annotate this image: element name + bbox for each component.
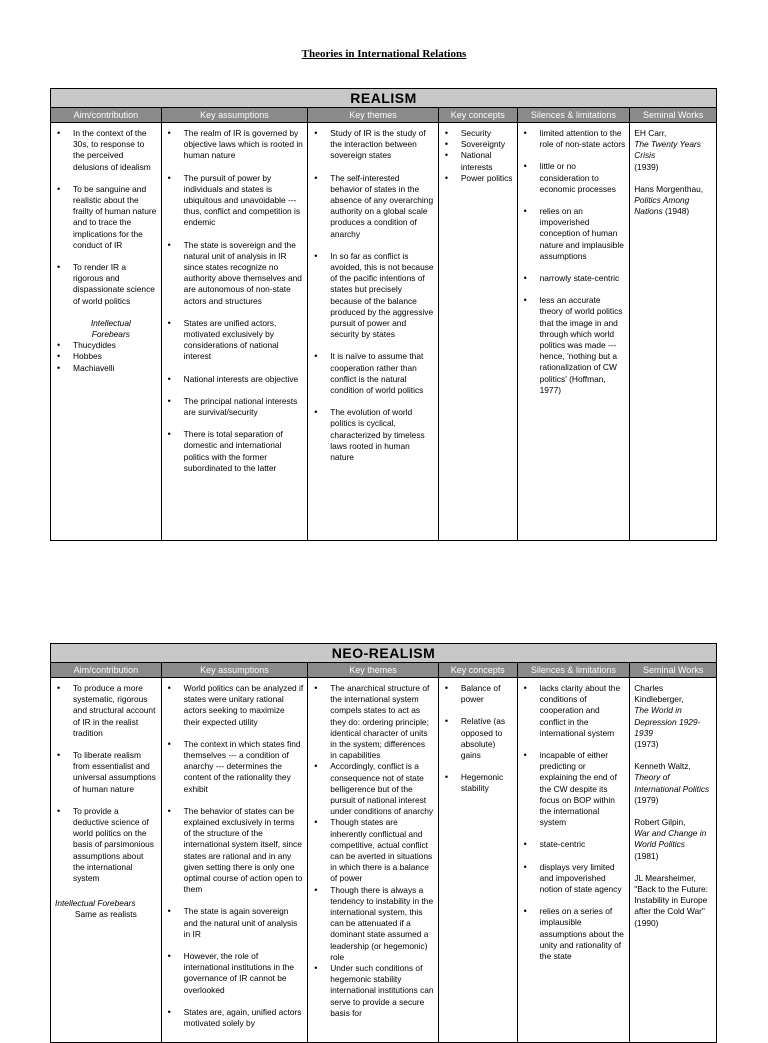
list-item: • National interests <box>443 150 513 172</box>
col-header-works: Seminal Works <box>642 665 704 675</box>
realism-table <box>50 88 717 541</box>
list-item: • To render IR a rigorous and dispassionate science of world politics <box>55 262 157 307</box>
list-item: • To provide a deductive science of world politics on the basis of parsimonious assumptions about the international system <box>55 806 157 884</box>
realism-assumptions-cell <box>162 123 309 540</box>
list-item: • National interests are objective <box>166 374 304 385</box>
list-item: • The evolution of world politics is cyclical, characterized by timeless laws rooted in human nature <box>312 407 434 463</box>
list-item: • displays very limited and impoverished notion of state agency <box>522 862 626 896</box>
col-header-limitations: Silences & limitations <box>518 663 631 677</box>
col-header-assumptions: Key assumptions <box>162 108 309 122</box>
col-header-assumptions: Key assumptions <box>162 663 309 677</box>
realism-table-body <box>51 123 716 540</box>
list-item: • limited attention to the role of non-state actors <box>522 128 626 150</box>
neo-realism-table-title: NEO-REALISM <box>51 644 716 663</box>
list-item: • Hegemonic stability <box>443 772 513 794</box>
list-item: • The behavior of states can be explained exclusively in terms of the structure of the international system itself, since states are rational and in any given setting there is only one optimal course of action open to them <box>166 806 304 896</box>
list-item: • It is naïve to assume that cooperation rather than conflict is the natural condition of world politics <box>312 351 434 396</box>
list-item: • Though there is always a tendency to instability in the international system, this can be attenuated if a dominant state assumed a leadership (or hegemonic) role <box>312 885 434 963</box>
list-item: • state-centric <box>522 839 626 850</box>
col-header-aim: Aim/contribution <box>51 108 162 122</box>
neo-realism-column-headers <box>51 663 716 678</box>
list-item: • The state is sovereign and the natural unit of analysis in IR since states recognize no authority above themselves and are autonomous of non-state actors and structures <box>166 240 304 307</box>
realism-column-headers <box>51 108 716 123</box>
list-item: • Accordingly, conflict is a consequence not of state belligerence but of the pursuit of national interest under conditions of anarchy <box>312 761 434 817</box>
realism-aims-cell <box>51 123 162 540</box>
neo-limitations-cell <box>518 678 631 1042</box>
seminal-work: JL Mearsheimer, "Back to the Future: Instability in Europe after the Cold War" (1990) <box>634 872 708 928</box>
list-item: • States are unified actors, motivated exclusively by considerations of national interest <box>166 318 304 363</box>
list-item: • incapable of either predicting or explaining the end of the CW despite its focus on BOP within the international system <box>522 750 626 828</box>
forebears-label: Intellectual Forebears <box>55 898 136 909</box>
col-header-themes: Key themes <box>308 663 439 677</box>
list-item: • To liberate realism from essentialist and universal assumptions of human nature <box>55 750 157 795</box>
list-item: • The state is again sovereign and the natural unit of analysis in IR <box>166 906 304 940</box>
list-item: • However, the role of international institutions in the governance of IR cannot be overlooked <box>166 951 304 996</box>
list-item: • World politics can be analyzed if states were unitary rational actors seeking to maximize their expected utility <box>166 683 304 728</box>
list-item: • To be sanguine and realistic about the frailty of human nature and to trace the implications for the conduct of IR <box>55 184 157 251</box>
document-title: Theories in International Relations <box>301 48 467 60</box>
neo-concepts-cell <box>439 678 518 1042</box>
list-item: • The realm of IR is governed by objective laws which is rooted in human nature <box>166 128 304 162</box>
list-item: • There is total separation of domestic and international politics with the former subordinated to the latter <box>166 429 304 474</box>
list-item: • Thucydides <box>55 340 157 351</box>
neo-realism-table <box>50 643 717 1043</box>
list-item: • Machiavelli <box>55 363 157 374</box>
list-item: • relies on an impoverished conception of human nature and implausible assumptions <box>522 206 626 262</box>
list-item: • The pursuit of power by individuals and states is ubiquitous and unavoidable --- thus, conflict and competition is endemic <box>166 173 304 229</box>
list-item: • little or no consideration to economic processes <box>522 161 626 195</box>
seminal-work: Kenneth Waltz, Theory of International Politics (1979) <box>634 761 710 805</box>
seminal-work: Hans Morgenthau, Politics Among Nations (1948) <box>634 183 704 217</box>
list-item: • Power politics <box>443 173 513 184</box>
seminal-work: Charles Kindleberger, The World in Depression 1929-1939 (1973) <box>634 683 701 750</box>
neo-works-cell <box>630 678 716 1042</box>
realism-concepts-cell <box>439 123 518 540</box>
list-item: • Hobbes <box>55 351 157 362</box>
realism-works-cell <box>630 123 716 540</box>
list-item: • In the context of the 30s, to response to the perceived delusions of idealism <box>55 128 157 173</box>
list-item: • States are, again, unified actors motivated solely by <box>166 1007 304 1029</box>
list-item: • In so far as conflict is avoided, this is not because of the pacific intentions of states but precisely because of the balance produced by the aggressive pursuit of power and security by states <box>312 251 434 341</box>
list-item: • Security <box>443 128 513 139</box>
seminal-work: Robert Gilpin, War and Change in World Politics (1981) <box>634 817 707 861</box>
seminal-work: EH Carr, The Twenty Years Crisis (1939) <box>634 128 701 172</box>
list-item: • The self-interested behavior of states in the absence of any overarching authority on a global scale produces a condition of anarchy <box>312 173 434 240</box>
realism-limitations-cell <box>518 123 631 540</box>
neo-assumptions-cell <box>162 678 309 1042</box>
list-item: • relies on a series of implausible assumptions about the unity and rationality of the state <box>522 906 626 962</box>
col-header-limitations: Silences & limitations <box>518 108 631 122</box>
list-item: • Sovereignty <box>443 139 513 150</box>
col-header-concepts: Key concepts <box>439 663 518 677</box>
list-item: • To produce a more systematic, rigorous and structural account of IR in the realist tradition <box>55 683 157 739</box>
list-item: • less an accurate theory of world politics that the image in and through which world politics was made --- hence, 'nothing but a rationalization of CW politics' (Hoffman, 1977) <box>522 295 626 396</box>
col-header-aim: Aim/contribution <box>51 663 162 677</box>
neo-realism-table-body <box>51 678 716 1042</box>
list-item: • Relative (as opposed to absolute) gains <box>443 716 513 761</box>
list-item: • The anarchical structure of the international system compels states to act as they do: ordering principle; identical character of units in the system; differences in capabilities <box>312 683 434 761</box>
neo-aims-cell <box>51 678 162 1042</box>
forebears-text: Same as realists <box>74 909 137 920</box>
list-item: • The context in which states find themselves --- a condition of anarchy --- determines the content of the rationality they exhibit <box>166 739 304 795</box>
neo-themes-cell <box>308 678 439 1042</box>
col-header-themes: Key themes <box>308 108 439 122</box>
list-item: • Under such conditions of hegemonic stability international institutions can serve to provide a secure basis for <box>312 963 434 1019</box>
list-item: • The principal national interests are survival/security <box>166 396 304 418</box>
list-item: • lacks clarity about the conditions of cooperation and conflict in the international system <box>522 683 626 739</box>
col-header-concepts: Key concepts <box>439 108 518 122</box>
forebears-label: Intellectual Forebears <box>90 317 131 340</box>
list-item: • Balance of power <box>443 683 513 705</box>
realism-themes-cell <box>308 123 439 540</box>
realism-table-title: REALISM <box>51 89 716 108</box>
list-item: • Study of IR is the study of the interaction between sovereign states <box>312 128 434 162</box>
list-item: • Though states are inherently conflictual and competitive, actual conflict can be averted in situations in which there is a balance of power <box>312 817 434 884</box>
col-header-works: Seminal Works <box>642 110 704 120</box>
list-item: • narrowly state-centric <box>522 273 626 284</box>
